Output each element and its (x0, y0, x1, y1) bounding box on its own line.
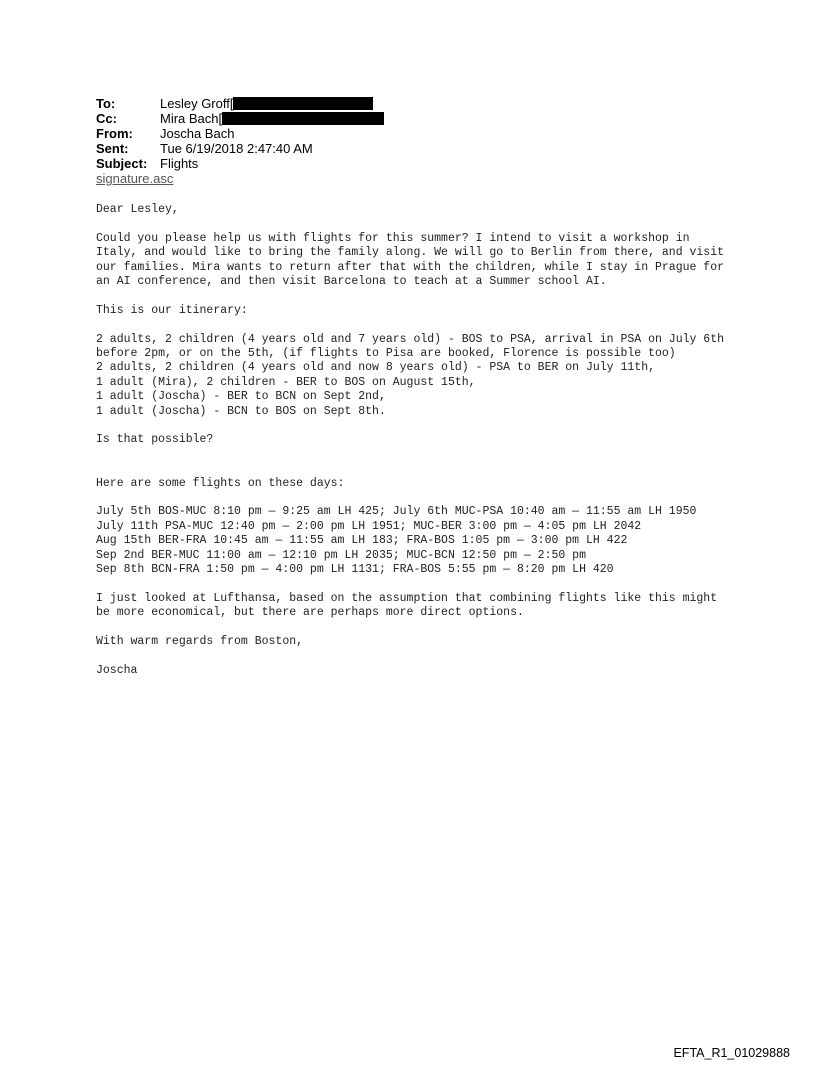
from-value: Joscha Bach (160, 126, 235, 141)
to-value (160, 96, 373, 111)
attachment-link[interactable]: signature.asc (96, 171, 174, 186)
greeting: Dear Lesley, (96, 203, 179, 216)
subject-label: Subject: (96, 156, 148, 171)
cc-row (96, 111, 384, 126)
question: Is that possible? (96, 433, 214, 447)
flights-list (96, 505, 736, 577)
sent-label: Sent: (96, 141, 129, 156)
to-row (96, 96, 384, 111)
flight-item: Sep 8th BCN-FRA 1:50 pm — 4:00 pm LH 1131; FRA-BOS 5:55 pm — 8:20 pm LH 420 (96, 563, 614, 577)
note-paragraph: I just looked at Lufthansa, based on the assumption that combining flights like this might be more economical, but there are perhaps more direct options. (96, 591, 725, 620)
itinerary-item: 1 adult (Joscha) - BER to BCN on Sept 2nd, (96, 390, 386, 404)
flight-item: July 5th BOS-MUC 8:10 pm — 9:25 am LH 425; July 6th MUC-PSA 10:40 am — 11:55 am LH 1950 (96, 505, 697, 519)
cc-label: Cc: (96, 111, 117, 126)
itinerary-item: 1 adult (Joscha) - BCN to BOS on Sept 8th. (96, 404, 386, 418)
document-id: EFTA_R1_01029888 (673, 1046, 790, 1060)
to-value-text: Lesley Groff[ (160, 96, 234, 111)
subject-row (96, 156, 384, 171)
flight-item: July 11th PSA-MUC 12:40 pm — 2:00 pm LH 1951; MUC-BER 3:00 pm — 4:05 pm LH 2042 (96, 519, 642, 533)
flight-item: Aug 15th BER-FRA 10:45 am — 11:55 am LH 183; FRA-BOS 1:05 pm — 3:00 pm LH 422 (96, 534, 628, 548)
sent-value: Tue 6/19/2018 2:47:40 AM (160, 141, 313, 156)
from-row (96, 126, 384, 141)
itinerary-item: 1 adult (Mira), 2 children - BER to BOS on August 15th, (96, 375, 476, 389)
redaction-bar (233, 97, 373, 110)
itinerary-list (96, 333, 736, 419)
from-label: From: (96, 126, 133, 141)
itinerary-item: 2 adults, 2 children (4 years old and 7 years old) - BOS to PSA, arrival in PSA on July 6th before 2pm, or on the 5th, (if flights to Pisa are booked, Florence is possible too) (96, 332, 731, 361)
email-body (96, 203, 736, 693)
signature: Joscha (96, 663, 138, 677)
to-label: To: (96, 96, 116, 111)
flights-intro: Here are some flights on these days: (96, 476, 345, 490)
sent-row (96, 141, 384, 156)
spacer (96, 462, 736, 476)
itinerary-item: 2 adults, 2 children (4 years old and now 8 years old) - PSA to BER on July 11th, (96, 361, 655, 375)
email-header (96, 96, 384, 186)
cc-value-text: Mira Bach[ (160, 111, 223, 126)
intro-paragraph: Could you please help us with flights for this summer? I intend to visit a workshop in Italy, and would like to bring the family along. We will go to Berlin from there, and visit our families. Mira wants to return after that with the children, while I stay in Prague for an AI conference, and then visit Barcelona to teach at a Summer school AI. (96, 231, 731, 289)
closing: With warm regards from Boston, (96, 635, 304, 649)
itinerary-intro: This is our itinerary: (96, 303, 248, 317)
redaction-bar (222, 112, 384, 125)
subject-value: Flights (160, 156, 199, 171)
cc-value (160, 111, 384, 126)
flight-item: Sep 2nd BER-MUC 11:00 am — 12:10 pm LH 2035; MUC-BCN 12:50 pm — 2:50 pm (96, 548, 586, 562)
